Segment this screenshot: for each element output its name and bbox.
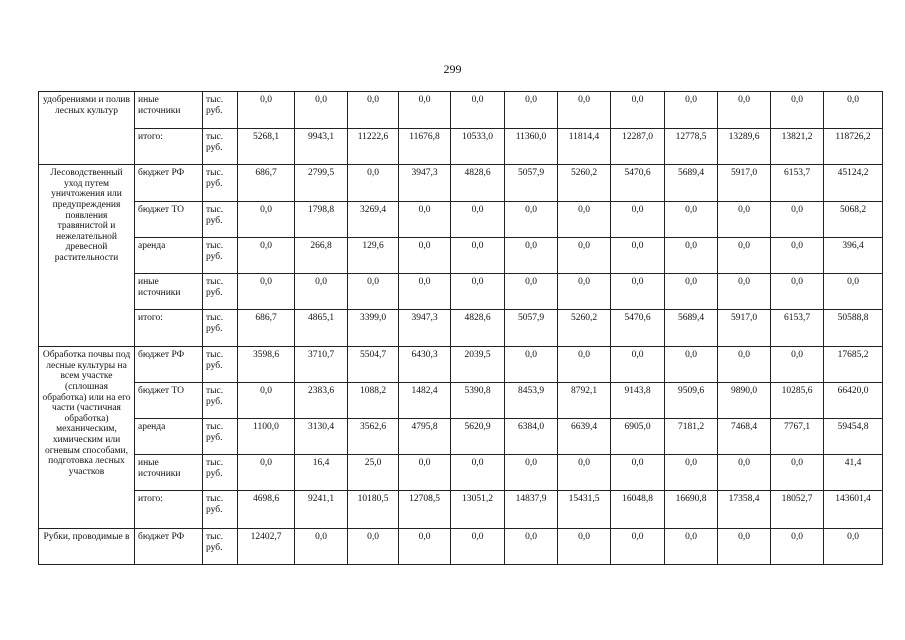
value-cell: 6430,3 xyxy=(399,347,451,383)
value-cell: 2799,5 xyxy=(295,165,348,202)
value-cell: 0,0 xyxy=(558,455,611,491)
unit-cell: тыс. руб. xyxy=(203,419,238,455)
funding-source-cell: иные источники xyxy=(135,274,203,310)
table-body xyxy=(39,92,883,565)
table-row xyxy=(39,129,883,165)
value-cell: 0,0 xyxy=(348,274,399,310)
unit-cell: тыс. руб. xyxy=(203,310,238,347)
value-cell: 0,0 xyxy=(451,529,505,565)
value-cell: 10285,6 xyxy=(771,383,824,419)
value-cell: 2383,6 xyxy=(295,383,348,419)
value-cell: 0,0 xyxy=(718,455,771,491)
table-row xyxy=(39,455,883,491)
value-cell: 12708,5 xyxy=(399,491,451,529)
total-cell: 66420,0 xyxy=(824,383,883,419)
total-cell: 5068,2 xyxy=(824,202,883,238)
value-cell: 12402,7 xyxy=(238,529,295,565)
table-row xyxy=(39,491,883,529)
value-cell: 0,0 xyxy=(718,274,771,310)
value-cell: 0,0 xyxy=(451,202,505,238)
activity-cell: Рубки, проводимые в xyxy=(39,529,135,565)
value-cell: 0,0 xyxy=(665,347,718,383)
value-cell: 16048,8 xyxy=(611,491,665,529)
value-cell: 8453,9 xyxy=(505,383,558,419)
value-cell: 686,7 xyxy=(238,310,295,347)
value-cell: 6905,0 xyxy=(611,419,665,455)
total-cell: 45124,2 xyxy=(824,165,883,202)
total-cell: 41,4 xyxy=(824,455,883,491)
value-cell: 0,0 xyxy=(718,347,771,383)
table-row xyxy=(39,347,883,383)
value-cell: 9943,1 xyxy=(295,129,348,165)
value-cell: 0,0 xyxy=(558,202,611,238)
value-cell: 17358,4 xyxy=(718,491,771,529)
value-cell: 7767,1 xyxy=(771,419,824,455)
value-cell: 9143,8 xyxy=(611,383,665,419)
funding-source-cell: бюджет ТО xyxy=(135,383,203,419)
value-cell: 0,0 xyxy=(295,274,348,310)
value-cell: 12778,5 xyxy=(665,129,718,165)
value-cell: 5689,4 xyxy=(665,165,718,202)
value-cell: 0,0 xyxy=(558,92,611,129)
value-cell: 0,0 xyxy=(665,529,718,565)
unit-cell: тыс. руб. xyxy=(203,129,238,165)
activity-cell: Обработка почвы под лесные культуры на всем участке (сплошная обработка) или на его части (частичная обработка) механическим, химическим или огневым способами, подготовка лесных участков xyxy=(39,347,135,529)
value-cell: 0,0 xyxy=(451,455,505,491)
table-row xyxy=(39,310,883,347)
value-cell: 0,0 xyxy=(238,238,295,274)
value-cell: 0,0 xyxy=(295,529,348,565)
value-cell: 0,0 xyxy=(665,92,718,129)
total-cell: 396,4 xyxy=(824,238,883,274)
value-cell: 10180,5 xyxy=(348,491,399,529)
value-cell: 6639,4 xyxy=(558,419,611,455)
value-cell: 0,0 xyxy=(665,274,718,310)
table-row xyxy=(39,238,883,274)
value-cell: 1100,0 xyxy=(238,419,295,455)
value-cell: 0,0 xyxy=(611,529,665,565)
value-cell: 0,0 xyxy=(451,92,505,129)
page-number: 299 xyxy=(443,62,462,76)
value-cell: 0,0 xyxy=(611,455,665,491)
value-cell: 266,8 xyxy=(295,238,348,274)
funding-source-cell: бюджет РФ xyxy=(135,347,203,383)
funding-source-cell: итого: xyxy=(135,310,203,347)
value-cell: 0,0 xyxy=(718,529,771,565)
value-cell: 3269,4 xyxy=(348,202,399,238)
value-cell: 0,0 xyxy=(399,274,451,310)
unit-cell: тыс. руб. xyxy=(203,165,238,202)
value-cell: 0,0 xyxy=(238,202,295,238)
value-cell: 5620,9 xyxy=(451,419,505,455)
funding-source-cell: бюджет ТО xyxy=(135,202,203,238)
total-cell: 17685,2 xyxy=(824,347,883,383)
unit-cell: тыс. руб. xyxy=(203,529,238,565)
value-cell: 18052,7 xyxy=(771,491,824,529)
value-cell: 0,0 xyxy=(238,455,295,491)
activity-cell: Лесоводственный уход путем уничтожения или предупреждения появления травянистой и нежелательной древесной растительности xyxy=(39,165,135,347)
value-cell: 7181,2 xyxy=(665,419,718,455)
value-cell: 0,0 xyxy=(348,165,399,202)
funding-source-cell: иные источники xyxy=(135,455,203,491)
value-cell: 0,0 xyxy=(451,274,505,310)
value-cell: 14837,9 xyxy=(505,491,558,529)
value-cell: 8792,1 xyxy=(558,383,611,419)
value-cell: 0,0 xyxy=(505,529,558,565)
funding-source-cell: иные источники xyxy=(135,92,203,129)
value-cell: 0,0 xyxy=(611,238,665,274)
table-row xyxy=(39,529,883,565)
value-cell: 4828,6 xyxy=(451,310,505,347)
value-cell: 5504,7 xyxy=(348,347,399,383)
total-cell: 0,0 xyxy=(824,529,883,565)
value-cell: 3562,6 xyxy=(348,419,399,455)
value-cell: 0,0 xyxy=(505,92,558,129)
value-cell: 3130,4 xyxy=(295,419,348,455)
value-cell: 0,0 xyxy=(399,238,451,274)
value-cell: 16690,8 xyxy=(665,491,718,529)
value-cell: 0,0 xyxy=(771,202,824,238)
unit-cell: тыс. руб. xyxy=(203,347,238,383)
value-cell: 1482,4 xyxy=(399,383,451,419)
value-cell: 0,0 xyxy=(505,274,558,310)
value-cell: 5057,9 xyxy=(505,165,558,202)
unit-cell: тыс. руб. xyxy=(203,383,238,419)
value-cell: 0,0 xyxy=(505,347,558,383)
value-cell: 0,0 xyxy=(558,529,611,565)
value-cell: 0,0 xyxy=(611,347,665,383)
value-cell: 9890,0 xyxy=(718,383,771,419)
table-row xyxy=(39,92,883,129)
value-cell: 10533,0 xyxy=(451,129,505,165)
funding-source-cell: итого: xyxy=(135,129,203,165)
value-cell: 0,0 xyxy=(505,238,558,274)
value-cell: 0,0 xyxy=(771,347,824,383)
value-cell: 0,0 xyxy=(451,238,505,274)
value-cell: 0,0 xyxy=(771,274,824,310)
value-cell: 4865,1 xyxy=(295,310,348,347)
total-cell: 50588,8 xyxy=(824,310,883,347)
value-cell: 0,0 xyxy=(558,238,611,274)
activity-cell: удобрениями и полив лесных культур xyxy=(39,92,135,165)
value-cell: 0,0 xyxy=(399,529,451,565)
value-cell: 0,0 xyxy=(718,238,771,274)
value-cell: 0,0 xyxy=(665,202,718,238)
value-cell: 25,0 xyxy=(348,455,399,491)
value-cell: 5689,4 xyxy=(665,310,718,347)
total-cell: 0,0 xyxy=(824,92,883,129)
value-cell: 16,4 xyxy=(295,455,348,491)
unit-cell: тыс. руб. xyxy=(203,238,238,274)
value-cell: 0,0 xyxy=(665,238,718,274)
value-cell: 0,0 xyxy=(771,238,824,274)
value-cell: 0,0 xyxy=(348,529,399,565)
value-cell: 5917,0 xyxy=(718,310,771,347)
value-cell: 129,6 xyxy=(348,238,399,274)
value-cell: 3947,3 xyxy=(399,165,451,202)
value-cell: 0,0 xyxy=(771,92,824,129)
value-cell: 11222,6 xyxy=(348,129,399,165)
total-cell: 0,0 xyxy=(824,274,883,310)
value-cell: 0,0 xyxy=(558,347,611,383)
value-cell: 0,0 xyxy=(611,92,665,129)
unit-cell: тыс. руб. xyxy=(203,202,238,238)
value-cell: 4795,8 xyxy=(399,419,451,455)
unit-cell: тыс. руб. xyxy=(203,455,238,491)
value-cell: 0,0 xyxy=(238,383,295,419)
unit-cell: тыс. руб. xyxy=(203,491,238,529)
value-cell: 12287,0 xyxy=(611,129,665,165)
value-cell: 11676,8 xyxy=(399,129,451,165)
table-row xyxy=(39,274,883,310)
value-cell: 11360,0 xyxy=(505,129,558,165)
value-cell: 13051,2 xyxy=(451,491,505,529)
funding-source-cell: бюджет РФ xyxy=(135,529,203,565)
value-cell: 13821,2 xyxy=(771,129,824,165)
value-cell: 0,0 xyxy=(238,274,295,310)
value-cell: 0,0 xyxy=(399,92,451,129)
unit-cell: тыс. руб. xyxy=(203,274,238,310)
value-cell: 5470,6 xyxy=(611,165,665,202)
value-cell: 11814,4 xyxy=(558,129,611,165)
value-cell: 3399,0 xyxy=(348,310,399,347)
value-cell: 5057,9 xyxy=(505,310,558,347)
value-cell: 686,7 xyxy=(238,165,295,202)
value-cell: 6153,7 xyxy=(771,310,824,347)
value-cell: 5390,8 xyxy=(451,383,505,419)
value-cell: 0,0 xyxy=(718,92,771,129)
value-cell: 0,0 xyxy=(611,274,665,310)
table-row xyxy=(39,202,883,238)
budget-table xyxy=(38,91,883,565)
value-cell: 1798,8 xyxy=(295,202,348,238)
value-cell: 6384,0 xyxy=(505,419,558,455)
total-cell: 118726,2 xyxy=(824,129,883,165)
value-cell: 9509,6 xyxy=(665,383,718,419)
value-cell: 0,0 xyxy=(771,455,824,491)
value-cell: 5260,2 xyxy=(558,165,611,202)
value-cell: 0,0 xyxy=(348,92,399,129)
unit-cell: тыс. руб. xyxy=(203,92,238,129)
value-cell: 0,0 xyxy=(665,455,718,491)
value-cell: 13289,6 xyxy=(718,129,771,165)
value-cell: 4828,6 xyxy=(451,165,505,202)
value-cell: 9241,1 xyxy=(295,491,348,529)
value-cell: 5260,2 xyxy=(558,310,611,347)
value-cell: 7468,4 xyxy=(718,419,771,455)
funding-source-cell: аренда xyxy=(135,419,203,455)
table-row xyxy=(39,383,883,419)
value-cell: 0,0 xyxy=(505,202,558,238)
value-cell: 0,0 xyxy=(558,274,611,310)
table-row xyxy=(39,419,883,455)
value-cell: 0,0 xyxy=(611,202,665,238)
value-cell: 5268,1 xyxy=(238,129,295,165)
table-row xyxy=(39,165,883,202)
value-cell: 0,0 xyxy=(295,92,348,129)
value-cell: 0,0 xyxy=(399,455,451,491)
total-cell: 59454,8 xyxy=(824,419,883,455)
value-cell: 1088,2 xyxy=(348,383,399,419)
value-cell: 5917,0 xyxy=(718,165,771,202)
value-cell: 0,0 xyxy=(399,202,451,238)
value-cell: 3947,3 xyxy=(399,310,451,347)
value-cell: 4698,6 xyxy=(238,491,295,529)
total-cell: 143601,4 xyxy=(824,491,883,529)
value-cell: 0,0 xyxy=(718,202,771,238)
value-cell: 0,0 xyxy=(505,455,558,491)
value-cell: 0,0 xyxy=(771,529,824,565)
funding-source-cell: бюджет РФ xyxy=(135,165,203,202)
value-cell: 3710,7 xyxy=(295,347,348,383)
value-cell: 6153,7 xyxy=(771,165,824,202)
value-cell: 15431,5 xyxy=(558,491,611,529)
value-cell: 2039,5 xyxy=(451,347,505,383)
value-cell: 5470,6 xyxy=(611,310,665,347)
value-cell: 0,0 xyxy=(238,92,295,129)
funding-source-cell: итого: xyxy=(135,491,203,529)
value-cell: 3598,6 xyxy=(238,347,295,383)
funding-source-cell: аренда xyxy=(135,238,203,274)
